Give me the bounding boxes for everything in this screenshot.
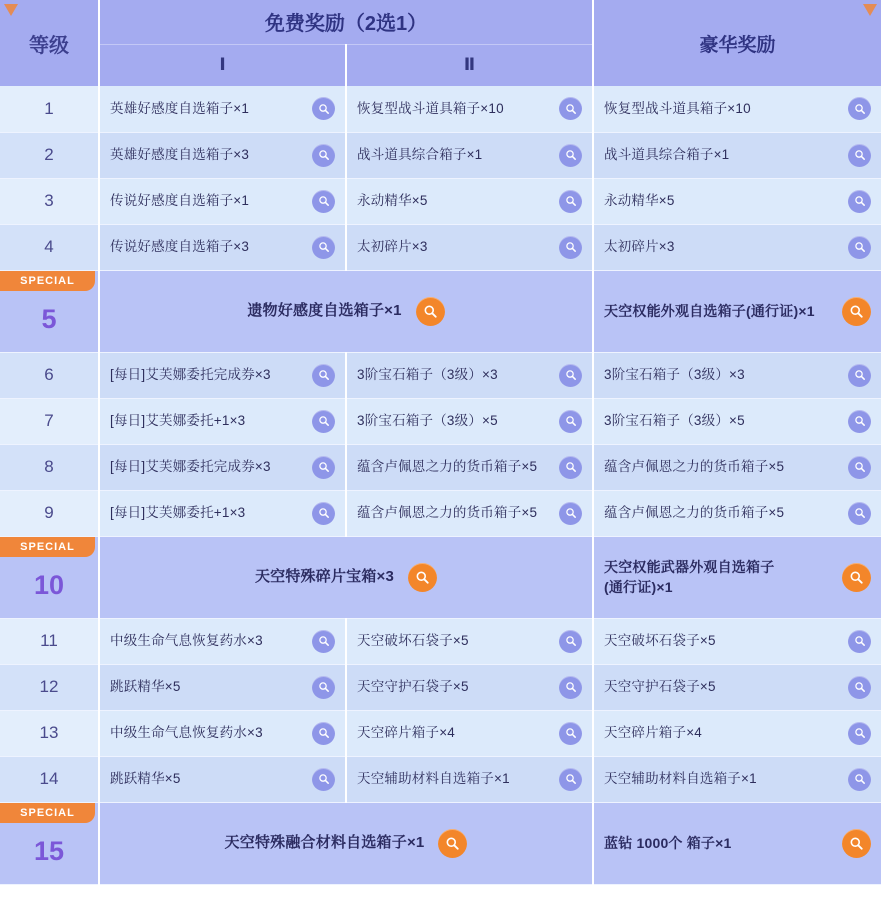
search-icon[interactable] (848, 630, 871, 653)
free-reward-merged-cell (99, 536, 593, 618)
free-reward-ii-cell (346, 618, 593, 664)
reward-label: 蓝钻 1000个 箱子×1 (604, 834, 732, 851)
reward-label: 天空碎片箱子×4 (604, 724, 702, 740)
free-reward-i-cell (99, 352, 346, 398)
search-icon[interactable] (312, 502, 335, 525)
search-icon[interactable] (559, 676, 582, 699)
search-icon[interactable] (312, 676, 335, 699)
free-reward-ii-cell (346, 490, 593, 536)
reward-label: 战斗道具综合箱子×1 (604, 146, 730, 162)
luxury-reward-cell (593, 398, 881, 444)
table-row (0, 536, 881, 618)
search-icon[interactable] (312, 410, 335, 433)
reward-label: 蕴含卢佩恩之力的货币箱子×5 (357, 504, 538, 520)
level-cell (0, 618, 99, 664)
reward-label: 跳跃精华×5 (110, 678, 181, 694)
free-reward-ii-cell (346, 756, 593, 802)
reward-label: 传说好感度自选箱子×3 (110, 238, 250, 254)
search-icon[interactable] (848, 190, 871, 213)
search-icon[interactable] (559, 502, 582, 525)
header-column-i: Ⅰ (99, 44, 346, 86)
search-icon[interactable] (848, 456, 871, 479)
reward-label: 天空破坏石袋子×5 (357, 632, 469, 648)
free-reward-ii-cell (346, 352, 593, 398)
luxury-reward-cell (593, 536, 881, 618)
reward-label: 永动精华×5 (357, 192, 428, 208)
special-badge: SPECIAL (0, 271, 95, 291)
table-row (0, 270, 881, 352)
search-icon[interactable] (848, 144, 871, 167)
free-reward-i-cell (99, 86, 346, 132)
level-cell (0, 756, 99, 802)
luxury-reward-cell (593, 664, 881, 710)
reward-label: 天空守护石袋子×5 (604, 678, 716, 694)
reward-label: 天空权能外观自选箱子(通行证)×1 (604, 302, 815, 319)
free-reward-i-cell (99, 224, 346, 270)
reward-label: 3阶宝石箱子（3级）×5 (604, 412, 745, 428)
reward-label: [每日]艾芙娜委托+1×3 (110, 504, 246, 520)
level-number: 10 (33, 569, 65, 600)
table-row (0, 398, 881, 444)
search-icon[interactable] (559, 768, 582, 791)
table-row (0, 132, 881, 178)
table-row (0, 710, 881, 756)
table-header (0, 0, 881, 86)
level-number: 15 (33, 835, 65, 866)
free-reward-i-cell (99, 756, 346, 802)
special-badge: SPECIAL (0, 537, 95, 557)
search-icon[interactable] (559, 456, 582, 479)
reward-label: 天空破坏石袋子×5 (604, 632, 716, 648)
reward-label: 3阶宝石箱子（3级）×5 (357, 412, 498, 428)
table-row (0, 664, 881, 710)
search-icon[interactable] (848, 410, 871, 433)
free-reward-ii-cell (346, 398, 593, 444)
luxury-reward-cell (593, 756, 881, 802)
luxury-reward-cell (593, 490, 881, 536)
search-icon[interactable] (312, 236, 335, 259)
level-number: 9 (44, 503, 54, 522)
level-number: 8 (44, 457, 54, 476)
search-icon[interactable] (842, 829, 871, 858)
reward-label: 天空辅助材料自选箱子×1 (604, 770, 757, 786)
level-number: 7 (44, 411, 54, 430)
search-icon[interactable] (559, 190, 582, 213)
level-number: 6 (44, 365, 54, 384)
header-luxury-reward: 豪华奖励 (593, 0, 881, 86)
search-icon[interactable] (416, 297, 445, 326)
search-icon[interactable] (559, 144, 582, 167)
reward-label: 恢复型战斗道具箱子×10 (604, 100, 751, 116)
level-number: 2 (44, 145, 54, 164)
level-cell (0, 178, 99, 224)
reward-label: 中级生命气息恢复药水×3 (110, 632, 263, 648)
reward-label: 跳跃精华×5 (110, 770, 181, 786)
luxury-reward-cell (593, 270, 881, 352)
reward-label: [每日]艾芙娜委托完成券×3 (110, 366, 271, 382)
search-icon[interactable] (848, 236, 871, 259)
reward-label: 天空特殊碎片宝箱×3 (254, 567, 395, 585)
table-row (0, 224, 881, 270)
luxury-reward-cell (593, 352, 881, 398)
header-level: 等级 (0, 0, 99, 86)
reward-label: 天空特殊融合材料自选箱子×1 (224, 833, 425, 851)
level-cell (0, 398, 99, 444)
reward-label: 3阶宝石箱子（3级）×3 (357, 366, 498, 382)
reward-label: 太初碎片×3 (357, 238, 428, 254)
reward-label: 蕴含卢佩恩之力的货币箱子×5 (604, 504, 785, 520)
reward-label: [每日]艾芙娜委托完成券×3 (110, 458, 271, 474)
free-reward-ii-cell (346, 444, 593, 490)
free-reward-ii-cell (346, 178, 593, 224)
table-row (0, 444, 881, 490)
luxury-reward-cell (593, 224, 881, 270)
level-number: 1 (44, 98, 54, 118)
reward-label: 遗物好感度自选箱子×1 (247, 301, 402, 319)
reward-label: 天空碎片箱子×4 (357, 724, 455, 740)
level-number: 4 (44, 237, 54, 256)
search-icon[interactable] (848, 768, 871, 791)
free-reward-i-cell (99, 444, 346, 490)
search-icon[interactable] (559, 364, 582, 387)
search-icon[interactable] (559, 722, 582, 745)
header-column-ii: Ⅱ (346, 44, 593, 86)
reward-label: 战斗道具综合箱子×1 (357, 146, 483, 162)
free-reward-i-cell (99, 398, 346, 444)
reward-label: 蕴含卢佩恩之力的货币箱子×5 (604, 458, 785, 474)
table-row (0, 756, 881, 802)
search-icon[interactable] (312, 768, 335, 791)
reward-label: 恢复型战斗道具箱子×10 (357, 100, 504, 116)
reward-label: 英雄好感度自选箱子×3 (110, 146, 250, 162)
level-number: 3 (44, 191, 54, 210)
level-number: 11 (40, 631, 58, 650)
search-icon[interactable] (848, 364, 871, 387)
search-icon[interactable] (312, 97, 335, 120)
level-cell (0, 444, 99, 490)
free-reward-i-cell (99, 178, 346, 224)
luxury-reward-cell (593, 178, 881, 224)
luxury-reward-cell (593, 444, 881, 490)
search-icon[interactable] (312, 456, 335, 479)
luxury-reward-cell (593, 710, 881, 756)
search-icon[interactable] (312, 630, 335, 653)
table-row (0, 618, 881, 664)
search-icon[interactable] (438, 829, 467, 858)
reward-label: 天空辅助材料自选箱子×1 (357, 770, 510, 786)
search-icon[interactable] (559, 97, 582, 120)
level-cell (0, 710, 99, 756)
luxury-reward-cell (593, 86, 881, 132)
reward-label: 太初碎片×3 (604, 238, 675, 254)
search-icon[interactable] (312, 144, 335, 167)
level-cell (0, 270, 99, 352)
free-reward-merged-cell (99, 270, 593, 352)
level-cell (0, 802, 99, 884)
reward-label: 天空守护石袋子×5 (357, 678, 469, 694)
free-reward-merged-cell (99, 802, 593, 884)
free-reward-i-cell (99, 710, 346, 756)
search-icon[interactable] (842, 563, 871, 592)
free-reward-i-cell (99, 664, 346, 710)
search-icon[interactable] (408, 563, 437, 592)
search-icon[interactable] (848, 676, 871, 699)
level-number: 5 (41, 303, 57, 334)
luxury-reward-cell (593, 132, 881, 178)
reward-label: 英雄好感度自选箱子×1 (110, 100, 250, 116)
free-reward-i-cell (99, 490, 346, 536)
level-cell (0, 86, 99, 132)
level-number: 13 (39, 723, 59, 742)
free-reward-ii-cell (346, 86, 593, 132)
search-icon[interactable] (848, 97, 871, 120)
search-icon[interactable] (312, 190, 335, 213)
level-cell (0, 490, 99, 536)
table-row (0, 490, 881, 536)
table-row (0, 178, 881, 224)
search-icon[interactable] (312, 364, 335, 387)
luxury-reward-cell (593, 802, 881, 884)
level-cell (0, 536, 99, 618)
table-row (0, 802, 881, 884)
reward-label: 传说好感度自选箱子×1 (110, 192, 250, 208)
header-free-reward: 免费奖励（2选1） (99, 0, 593, 44)
special-badge: SPECIAL (0, 803, 95, 823)
search-icon[interactable] (312, 722, 335, 745)
level-cell (0, 352, 99, 398)
search-icon[interactable] (842, 297, 871, 326)
reward-label: 蕴含卢佩恩之力的货币箱子×5 (357, 458, 538, 474)
reward-label: 中级生命气息恢复药水×3 (110, 724, 263, 740)
search-icon[interactable] (559, 236, 582, 259)
level-cell (0, 132, 99, 178)
luxury-reward-cell (593, 618, 881, 664)
reward-label: 3阶宝石箱子（3级）×3 (604, 366, 745, 382)
table-row (0, 352, 881, 398)
level-cell (0, 664, 99, 710)
free-reward-i-cell (99, 618, 346, 664)
search-icon[interactable] (848, 722, 871, 745)
level-number: 12 (39, 677, 59, 696)
table-row (0, 86, 881, 132)
free-reward-ii-cell (346, 664, 593, 710)
free-reward-ii-cell (346, 710, 593, 756)
level-number: 14 (39, 769, 59, 788)
free-reward-ii-cell (346, 132, 593, 178)
table-body (0, 86, 881, 884)
level-cell (0, 224, 99, 270)
search-icon[interactable] (848, 502, 871, 525)
reward-label: [每日]艾芙娜委托+1×3 (110, 412, 246, 428)
free-reward-ii-cell (346, 224, 593, 270)
search-icon[interactable] (559, 630, 582, 653)
free-reward-i-cell (99, 132, 346, 178)
reward-label: 天空权能武器外观自选箱子 (通行证)×1 (604, 558, 775, 595)
reward-label: 永动精华×5 (604, 192, 675, 208)
search-icon[interactable] (559, 410, 582, 433)
